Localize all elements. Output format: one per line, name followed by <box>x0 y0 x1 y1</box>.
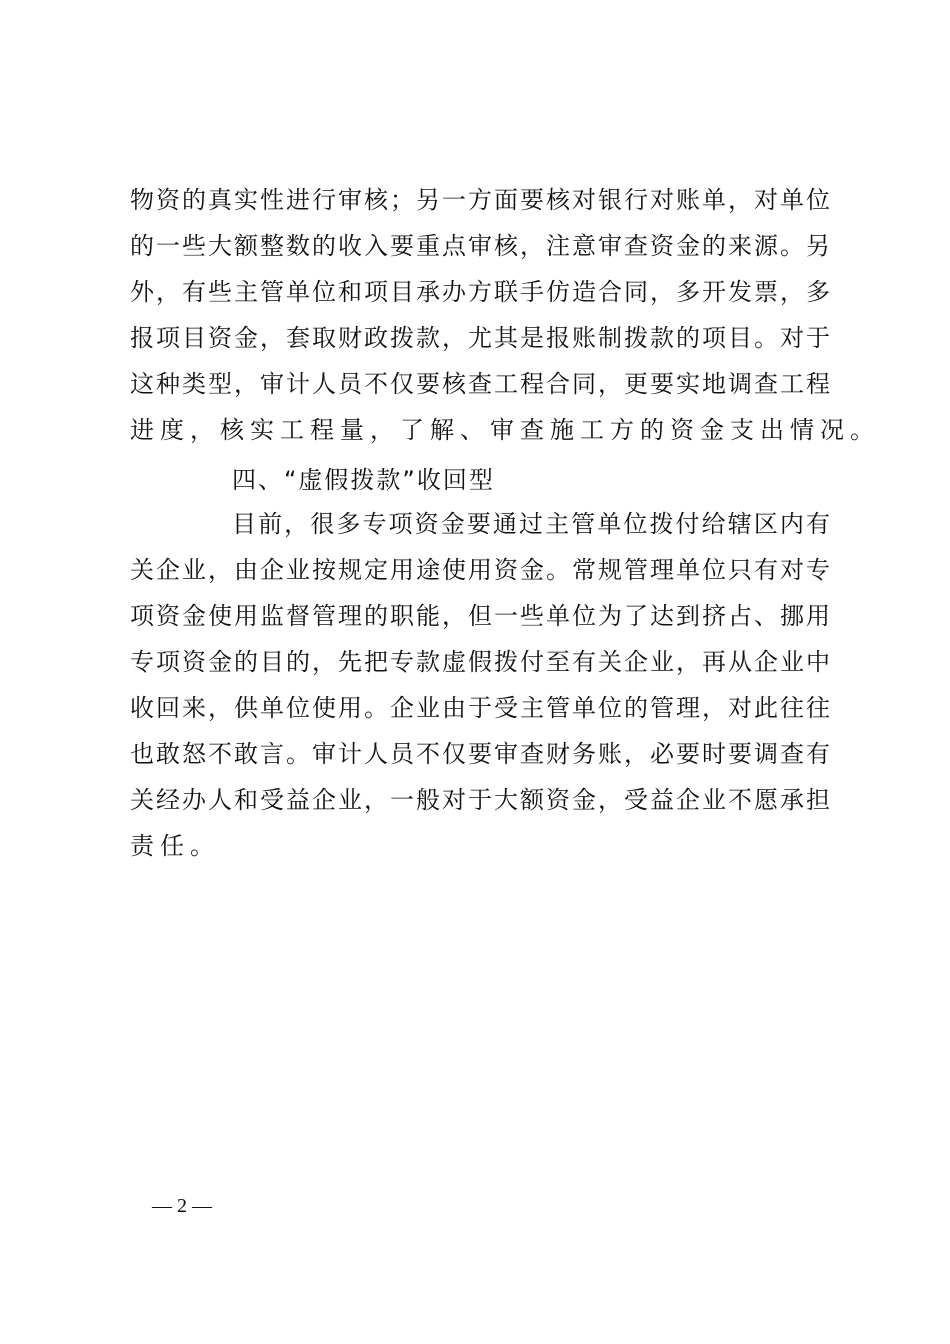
paragraph-line: 关经办人和受益企业，一般对于大额资金，受益企业不愿承担 <box>130 786 830 814</box>
paragraph-line: 物资的真实性进行审核；另一方面要核对银行对账单，对单位 <box>130 186 830 214</box>
paragraph-line: 报项目资金，套取财政拨款，尤其是报账制拨款的项目。对于 <box>130 324 830 352</box>
page-number: — 2 — <box>152 1195 212 1217</box>
paragraph-line: 的一些大额整数的收入要重点审核，注意审查资金的来源。另 <box>130 232 830 260</box>
paragraph-line: 也敢怒不敢言。审计人员不仅要审查财务账，必要时要调查有 <box>130 740 830 768</box>
paragraph-line: 收回来，供单位使用。企业由于受主管单位的管理，对此往往 <box>130 694 830 722</box>
paragraph-line: 项资金使用监督管理的职能，但一些单位为了达到挤占、挪用 <box>130 602 830 630</box>
paragraph-line: 这种类型，审计人员不仅要核查工程合同，更要实地调查工程 <box>130 370 830 398</box>
paragraph-line: 专项资金的目的，先把专款虚假拨付至有关企业，再从企业中 <box>130 648 830 676</box>
section-heading: 四、“虚假拨款”收回型 <box>232 466 495 494</box>
paragraph-line: 外，有些主管单位和项目承办方联手仿造合同，多开发票，多 <box>130 278 830 306</box>
paragraph-line: 目前，很多专项资金要通过主管单位拨付给辖区内有 <box>232 510 830 538</box>
paragraph-line: 关企业，由企业按规定用途使用资金。常规管理单位只有对专 <box>130 556 830 584</box>
paragraph-line: 进度，核实工程量，了解、审查施工方的资金支出情况。 <box>130 416 880 444</box>
paragraph-line: 责任。 <box>130 832 220 860</box>
